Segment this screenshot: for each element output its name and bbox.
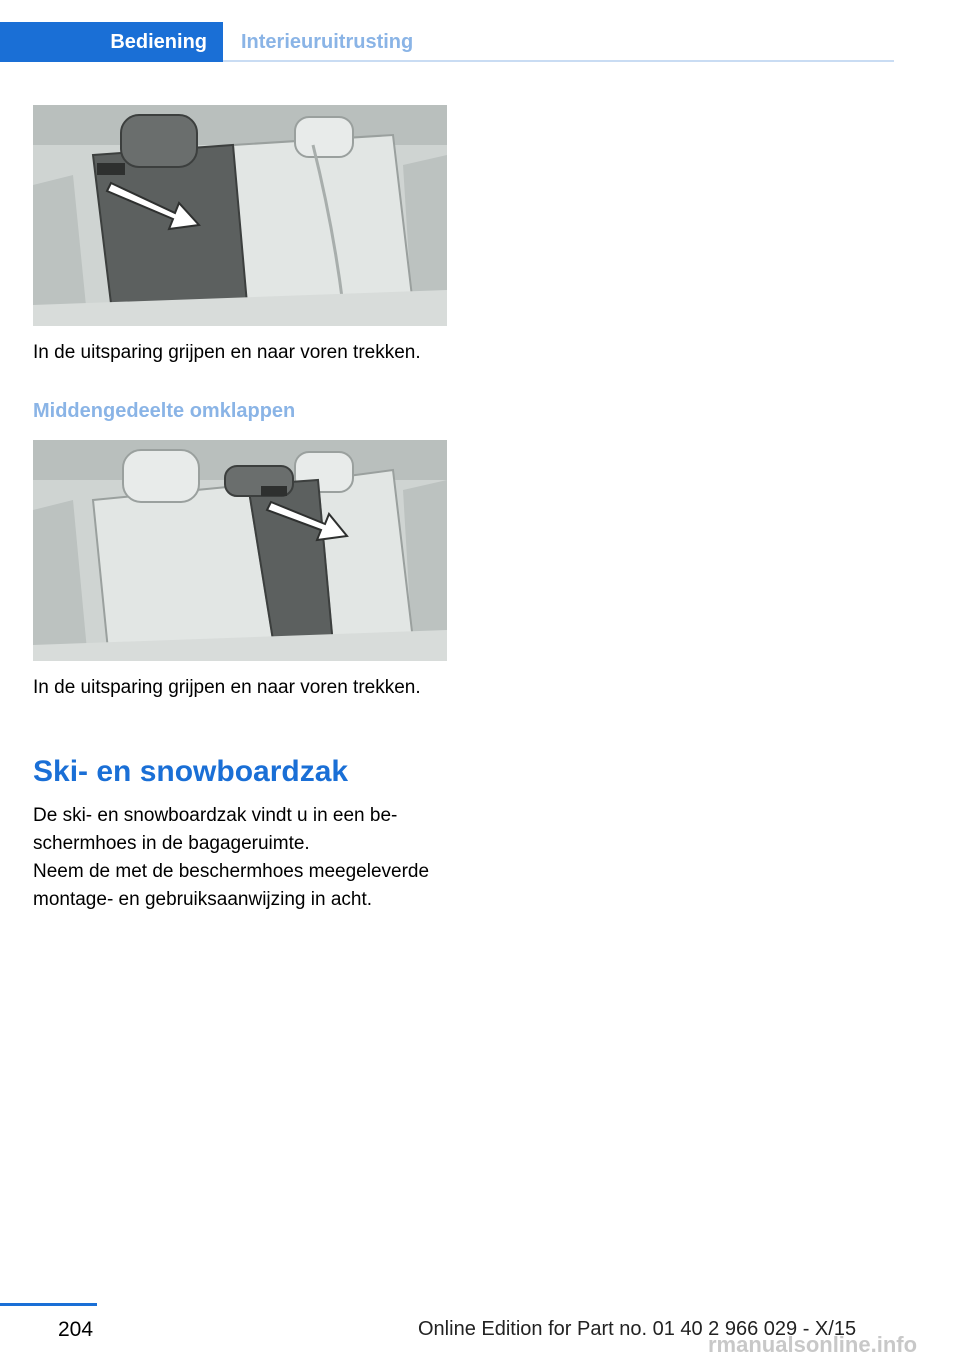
paragraph-ski-location: De ski- en snowboardzak vindt u in een beschermhoes in de bagageruimte. bbox=[33, 805, 398, 854]
tab-interieuruitrusting[interactable]: Interieuruitrusting bbox=[241, 31, 414, 53]
tab-bediening[interactable]: Bediening bbox=[0, 22, 223, 62]
footer-rule bbox=[0, 1303, 97, 1306]
paragraph-ski-instructions: Neem de met de beschermhoes meegeleverde montage- en gebruiksaanwijzing in acht. bbox=[33, 861, 430, 910]
heading-middengedeelte: Middengedeelte omklappen bbox=[33, 400, 296, 422]
figure-1-caption: In de uitsparing grijpen en naar voren trekken. bbox=[33, 342, 421, 363]
watermark: rmanualsonline.info bbox=[708, 1332, 918, 1357]
rear-seat-center-section-illustration bbox=[33, 440, 447, 661]
rear-seat-left-backrest-illustration bbox=[33, 105, 447, 326]
page-number: 204 bbox=[58, 1318, 94, 1341]
heading-ski-snowboardzak: Ski- en snowboardzak bbox=[33, 755, 349, 788]
page-header bbox=[0, 22, 894, 62]
header-rule bbox=[223, 60, 894, 62]
edition-info: Online Edition for Part no. 01 40 2 966 029 - X/15 bbox=[418, 1318, 857, 1340]
figure-2-caption: In de uitsparing grijpen en naar voren trekken. bbox=[33, 677, 421, 698]
